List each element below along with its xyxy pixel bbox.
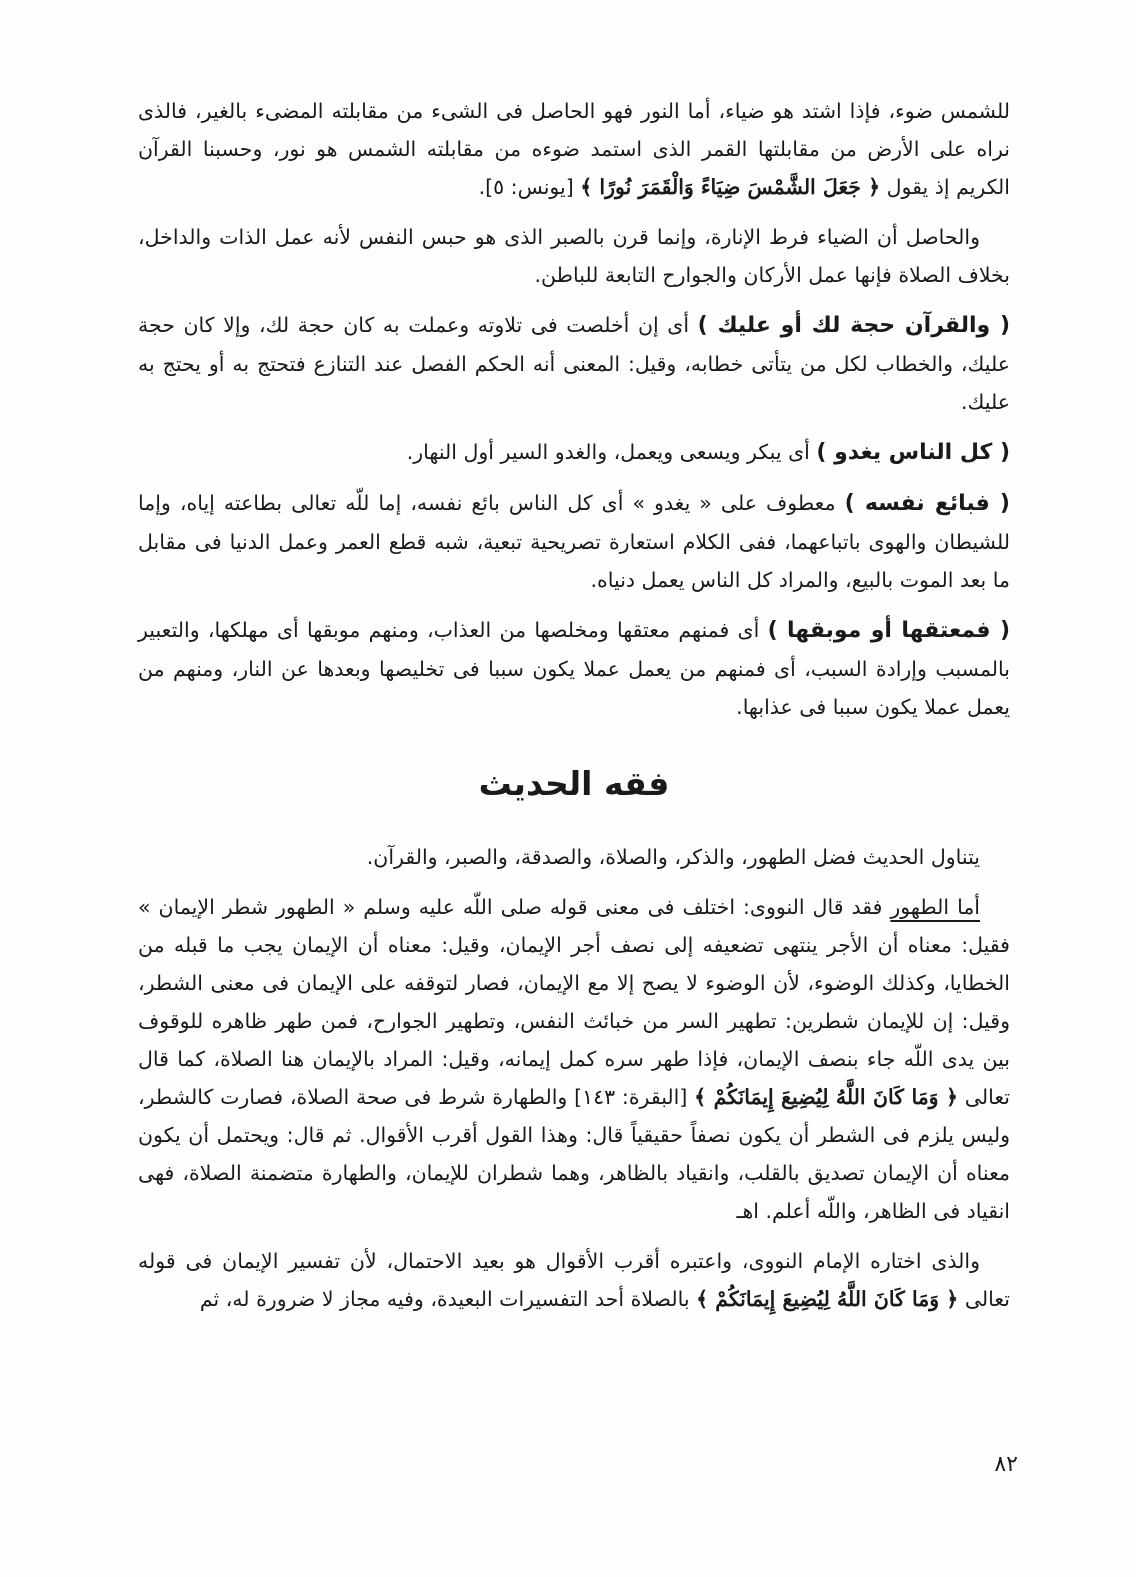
paragraph-summary: والحاصل أن الضياء فرط الإنارة، وإنما قرن بالصبر الذى هو حبس النفس لأنه عمل الذات والداخل، بخلاف الصلاة فإنها عمل الأركان والجوارح التابعة للباطن.: [138, 225, 1010, 287]
paragraph-text: أى يبكر ويسعى ويعمل، والغدو السير أول النهار.: [406, 440, 817, 464]
hadith-phrase: ( والقرآن حجة لك أو عليك ): [697, 313, 1010, 338]
underlined-phrase: أما الطهور: [890, 895, 981, 919]
section-heading: فقه الحديث: [478, 764, 670, 803]
paragraph-text: معطوف على « يغدو » أى كل الناس بائع نفسه، إما للّه تعالى بطاعته إياه، وإما للشيطان والهوى باتباعهما، ففى الكلام استعارة تصريحية تبعية، شبه قطع العمر وعمل الدنيا فى مقابل ما بعد الموت بالبيع، والمراد كل الناس يعمل دنياه.: [138, 491, 1010, 592]
paragraph-text: أى إن أخلصت فى تلاوته وعملت به كان حجة لك، وإلا كان حجة عليك، والخطاب لكل من يتأتى خطابه، وقيل: المعنى أنه الحكم الفصل عند التنازع فتحتج به أو يحتج به عليك.: [138, 313, 1010, 414]
paragraph-text: أى فمنهم معتقها ومخلصها من العذاب، ومنهم موبقها أى مهلكها، والتعبير بالمسبب وإرادة السبب، أى فمنهم من يعمل عملا يكون سببا فى تخليصها وبعدها عن النار، ومنهم من يعمل عملا يكون سببا فى عذابها.: [138, 618, 1010, 719]
paragraph-text: للشمس ضوء، فإذا اشتد هو ضياء، أما النور فهو الحاصل فى الشىء من مقابلته المضىء بالغير، فالذى نراه على الأرض من مقابلتها القمر الذى استمد ضوءه من مقابلته الشمس هو نور، وحسبنا القرآن الكريم إذ يقول: [138, 99, 1010, 199]
paragraph-purification: [138, 888, 1010, 1230]
paragraph-nawawi-choice: [138, 1242, 1010, 1318]
quran-verse: ﴿ وَمَا كَانَ اللَّهُ لِيُضِيعَ إِيمَانَكُمْ ﴾: [694, 1085, 959, 1109]
hadith-phrase: ( فبائع نفسه ): [844, 491, 1010, 516]
paragraph-freeing-ruining: [138, 611, 1010, 726]
page-number: ٨٢: [994, 1452, 1018, 1477]
paragraph-text: بالصلاة أحد التفسيرات البعيدة، وفيه مجاز لا ضرورة له، ثم: [199, 1287, 697, 1311]
quran-verse: ﴿ وَمَا كَانَ اللَّهُ لِيُضِيعَ إِيمَانَكُمْ ﴾: [696, 1287, 959, 1311]
paragraph-topics: يتناول الحديث فضل الطهور، والذكر، والصلاة، والصدقة، والصبر، والقرآن.: [366, 845, 980, 869]
paragraph-quran-proof: [138, 306, 1010, 421]
paragraph-text: والذى اختاره الإمام النووى، واعتبره أقرب الأقوال هو بعيد الاحتمال، لأن تفسير الإيمان فى قوله تعالى: [138, 1249, 1010, 1311]
paragraph-text: فقد قال النووى: اختلف فى معنى قوله صلى اللّه عليه وسلم « الطهور شطر الإيمان » فقيل: معناه أن الأجر ينتهى تضعيفه إلى نصف أجر الإيمان، وقيل: معناه أن الإيمان يجب ما قبله من الخطايا، وكذلك الوضوء، لأن الوضوء لا يصح إلا مع الإيمان، فصار لتوقفه على الإيمان فى معنى الشطر، وقيل: إن للإيمان شطرين: تطهير السر من خبائث النفس، وتطهير الجوارح، فمن طهر ظاهره للوقوف بين يدى اللّه جاء بنصف الإيمان، فإذا طهر سره كمل إيمانه، وقيل: المراد بالإيمان هنا الصلاة، كما قال تعالى: [138, 895, 1010, 1109]
paragraph-light-definition: [138, 92, 1010, 206]
paragraph-selling-self: [138, 484, 1010, 599]
paragraph-text: [البقرة: ١٤٣] والطهارة شرط فى صحة الصلاة، فصارت كالشطر، وليس يلزم فى الشطر أن يكون نصفاً حقيقياً قال: وهذا القول أقرب الأقوال. ثم قال: ويحتمل أن يكون معناه أن الإيمان تصديق بالقلب، وانقياد بالظاهر، وهما شطران للإيمان، والطهارة متضمنة الصلاة، فهى انقياد فى الظاهر، واللّه أعلم. اهـ: [138, 1085, 1010, 1223]
paragraph-all-people: [138, 433, 1010, 472]
hadith-phrase: ( فمعتقها أو موبقها ): [767, 618, 1010, 643]
verse-reference: [يونس: ٥].: [478, 175, 581, 199]
hadith-phrase: ( كل الناس يغدو ): [816, 440, 1010, 465]
quran-verse: ﴿ جَعَلَ الشَّمْسَ ضِيَاءً وَالْقَمَرَ نُورًا ﴾: [580, 175, 881, 199]
page-body: [138, 92, 1010, 1330]
